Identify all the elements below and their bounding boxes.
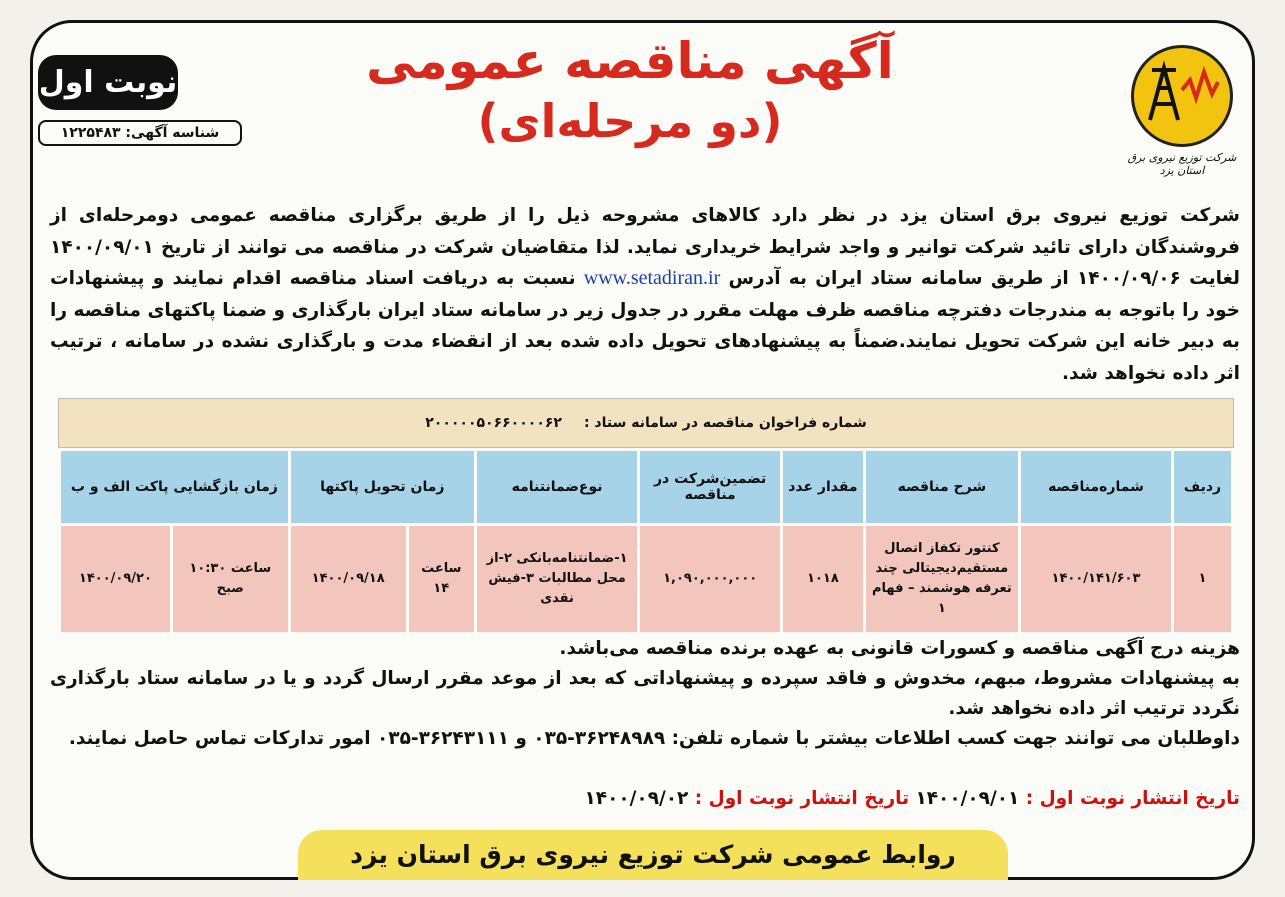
cell-type: ۱-ضمانتنامه‌بانکی ۲-از محل مطالبات ۳-فیش نقدی [475, 525, 638, 634]
cell-delivery-date: ۱۴۰۰/۰۹/۱۸ [289, 525, 407, 634]
logo-caption: شرکت توزیع نیروی برق استان یزد [1127, 151, 1237, 177]
cell-index: ۱ [1173, 525, 1233, 634]
power-tower-icon [1131, 45, 1233, 147]
header-delivery: زمان تحویل پاکتها [289, 450, 475, 525]
table-row [60, 525, 1233, 634]
cell-opening-date: ۱۴۰۰/۰۹/۲۰ [60, 525, 172, 634]
table-header-row [60, 450, 1233, 525]
footer-banner: روابط عمومی شرکت توزیع نیروی برق استان یزد [298, 830, 1008, 880]
setadiran-link[interactable]: www.setadiran.ir [583, 267, 721, 289]
table-caption [58, 398, 1234, 448]
cell-opening-time: ساعت ۱۰:۳۰ صبح [171, 525, 289, 634]
publication-dates [50, 788, 1240, 809]
title-line1: آگهی مناقصه عمومی [366, 32, 894, 90]
caption-value: ۲۰۰۰۰۰۵۰۶۶۰۰۰۰۶۲ [425, 415, 562, 431]
note-2: به پیشنهادات مشروط، مبهم، مخدوش و فاقد سپرده و پیشنهاداتی که بعد از موعد مقرر ارسال گردد و یا در سامانه ستاد بارگذاری نگردد ترتیب اثر داده نخواهد شد. [50, 668, 1240, 719]
cell-delivery-time: ساعت ۱۴ [407, 525, 475, 634]
header-guarantee: تضمین‌شرکت در مناقصه [639, 450, 782, 525]
cell-qty: ۱۰۱۸ [782, 525, 865, 634]
ad-title [330, 30, 930, 150]
header-index: ردیف [1173, 450, 1233, 525]
header-desc: شرح مناقصه [864, 450, 1019, 525]
cell-desc: کنتور تکفاز اتصال مستقیم‌دیجیتالی چند تعرفه هوشمند – فهام ۱ [864, 525, 1019, 634]
tender-grid [58, 448, 1234, 635]
intro-paragraph [50, 200, 1240, 389]
header-qty: مقدار عدد [782, 450, 865, 525]
pub-label-2: تاریخ انتشار نوبت اول : [694, 788, 910, 809]
intro-part2: نسبت به دریافت اسناد مناقصه اقدام نمایند و پیشنهادات خود را باتوجه به مندرجات دفترچه مناقصه ظرف مهلت مقرر در جدول زیر در سامانه ستاد ایران بارگذاری و ضمنا پاکتهای مناقصه را به دبیر خانه این شرکت تحویل نمایند.ضمناً به پیشنهادهای تحویل داده شده بعد از انقضاء مدت و بارگذاری نشده در سامانه ، ترتیب اثر داده نخواهد شد. [50, 268, 1240, 384]
company-logo [1127, 45, 1237, 177]
header-type: نوع‌ضمانتنامه [475, 450, 638, 525]
caption-label: شماره فراخوان مناقصه در سامانه ستاد : [583, 415, 867, 431]
pub-date-2: ۱۴۰۰/۰۹/۰۲ [584, 788, 689, 809]
tender-table [58, 398, 1234, 624]
note-1: هزینه درج آگهی مناقصه و کسورات قانونی به عهده برنده مناقصه می‌باشد. [559, 638, 1240, 659]
pub-date-1: ۱۴۰۰/۰۹/۰۱ [915, 788, 1020, 809]
notes [50, 634, 1240, 754]
intro-part1: شرکت توزیع نیروی برق استان یزد در نظر دارد کالاهای مشروحه ذیل را از طریق برگزاری مناقصه عمومی دومرحله‌ای از فروشندگان دارای تائید شرکت توانیر و واجد شرایط خریداری نماید. لذا متقاضیان شرکت در مناقصه می توانند از تاریخ ۱۴۰۰/۰۹/۰۱ لغایت ۱۴۰۰/۰۹/۰۶ از طریق سامانه ستاد ایران به آدرس [50, 205, 1240, 289]
note-3: داوطلبان می توانند جهت کسب اطلاعات بیشتر با شماره تلفن: ۳۶۲۴۸۹۸۹-۰۳۵ و ۳۶۲۴۳۱۱۱-۰۳۵ امور تدارکات تماس حاصل نمایند. [68, 728, 1240, 749]
cell-number: ۱۴۰۰/۱۴۱/۶۰۳ [1019, 525, 1172, 634]
title-line2: (دو مرحله‌ای) [477, 94, 783, 148]
header-opening: زمان بازگشایی پاکت الف و ب [60, 450, 290, 525]
pub-label-1: تاریخ انتشار نوبت اول : [1025, 788, 1240, 809]
cell-guarantee: ۱,۰۹۰,۰۰۰,۰۰۰ [639, 525, 782, 634]
edition-badge: نوبت اول [38, 55, 178, 110]
ad-id: شناسه آگهی: ۱۲۲۵۴۸۳ [38, 120, 242, 146]
header-number: شماره‌مناقصه [1019, 450, 1172, 525]
